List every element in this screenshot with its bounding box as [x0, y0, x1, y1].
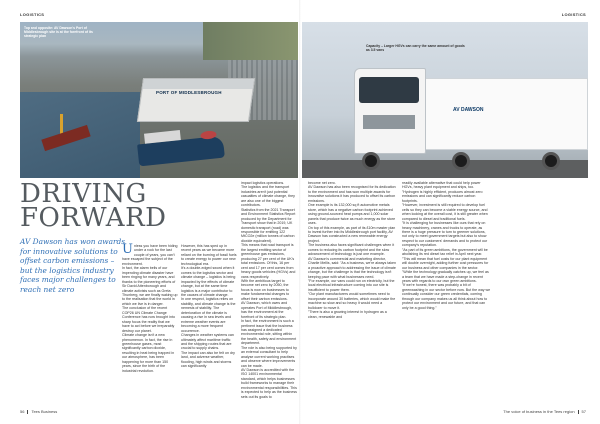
- body-paragraph: AV Dawson is accredited with the ISO 14001 environmental standard, which helps businesses build frameworks to manage their environmental responsibilities. This is expected to help as the business sets out its goals to: [241, 368, 297, 399]
- body-paragraph: "If we're honest, there was probably a bit of greenwashing in our sector before now. But the way we continually consider our green credentials, coming through our company makes us all think about how to protect our environment and our future, and that can only be a good thing.": [402, 283, 491, 310]
- body-paragraph: In one respect, logistics relies on stability, and climate change is the nemesis of stability. The deterioration of the climate is causing a rise in sea levels and extreme weather events are becoming a more frequent occurrence.: [181, 297, 236, 333]
- truck-wheel-icon: [452, 152, 470, 170]
- body-paragraph: "It is challenging for businesses like ours that rely on heavy machinery, cranes and trucks to operate, as there is a huge pressure to turn to greener solutions, not only to meet government targets but also to show respect to our customers' demands and to protect our company's reputation.: [402, 221, 488, 248]
- body-paragraph: "Our plant manufacturers would sometimes need to incorporate around 30 batteries, which would make the machine so slow and so heavy it would need a bulldozer to move it.: [308, 292, 396, 310]
- page-gutter: [299, 0, 301, 424]
- page-number-left: 56: [20, 409, 25, 414]
- body-column-1: [122, 244, 178, 373]
- body-paragraph: The role is also being supported by an external consultant to help analyse current working practises and observe where improvements can be made.: [241, 345, 297, 368]
- photo-fields: [203, 22, 298, 60]
- body-paragraph: The business also faces significant challenges when it comes to reducing its carbon footprint and the slow advancement of technology is just one example.: [308, 243, 395, 257]
- drop-cap: U: [122, 242, 133, 257]
- body-paragraph: "There is also a growing interest in hydrogen as a clean, renewable and: [308, 310, 387, 319]
- body-paragraph: This means that road transport is the largest emitting sector of greenhouse gas emissions, producing 27 per cent of the UK's total emissions. Of this, 16 per cent and 17 per cent comes from heavy goods vehicles (HGVs) and vans respectively.: [241, 243, 296, 279]
- body-column-3: [241, 181, 297, 399]
- footer-left: [20, 409, 57, 414]
- body-column-4: [308, 181, 397, 319]
- footer-publication: Tees Business: [31, 409, 58, 414]
- headline-line-2: FORWARD: [20, 203, 167, 233]
- body-column-2: [181, 244, 237, 369]
- body-paragraph: "For example, our vans could run on electricity, but the local electrical infrastructure coming into our site is insufficient to power them.: [308, 278, 395, 292]
- body-paragraph: "While the technology gradually catches up, we feel as a team that we have made a step-change in recent years with regards to our own green ambitions.: [402, 270, 489, 283]
- body-paragraph: impact logistics operations.: [241, 181, 285, 185]
- body-paragraph: readily available alternative that could help power HGVs, heavy plant equipment and ships, too.: [402, 181, 481, 190]
- section-tag-left: LOGISTICS: [20, 12, 45, 17]
- section-tag-right: LOGISTICS: [561, 12, 586, 17]
- port-aerial-photo: [20, 22, 298, 178]
- truck-wheel-icon: [362, 152, 380, 170]
- page-number-right: 57: [581, 409, 586, 414]
- footer-right: [503, 409, 586, 414]
- photo-ship: [137, 136, 225, 167]
- body-paragraph: "This will mean that fuel costs for our plant equipment will double overnight, adding further cost pressures for our business and other companies in the sector.: [402, 256, 489, 270]
- photo-caption-right: Capacity – Larger HGVs can carry the same amount of goods as 3.5 vans: [366, 44, 465, 53]
- body-paragraph: "However, investment is still required to develop fuel cells so they can become a viable energy source, and when looking at the overall cost, it is still greater when compared to diesel and traditional fuels.: [402, 203, 488, 221]
- body-paragraph: AV Dawson, which owns and operates Port of Middlesbrough, has the environment at the forefront of its strategic plan.: [241, 301, 293, 319]
- body-paragraph: The logistics and the transport industries aren't just potential casualties of climate change, they are also one of the biggest contributors.: [241, 185, 295, 208]
- body-paragraph: "Hydrogen is highly efficient, produces almost zero emissions and can significantly reduce carbon footprints.: [402, 189, 483, 203]
- body-paragraph: In fact, the environment is such a pertinent issue that the business has assigned a dedicated environmental role, sitting within the health, safety and environment department.: [241, 319, 297, 346]
- body-paragraph: AV Dawson has also been recognised for its dedication to the environment and has won multiple awards for innovative solutions it has produced to offset its carbon emissions.: [308, 185, 396, 203]
- photo-trailer: [422, 78, 588, 150]
- warehouse-sign: PORT OF MIDDLESBROUGH: [156, 90, 222, 95]
- body-paragraph: Unless you have been hiding under a rock for the last couple of years, you can't have escaped the subject of the environment.: [122, 242, 178, 266]
- body-paragraph: In fact, the alarm bells of our impending climate disaster have been ringing for many years, and thanks to the pioneering efforts of Sir David Attenborough and climate activists such as Greta Thunberg, we are finally waking up to the realisation that the world in which we live is in danger.: [122, 266, 178, 306]
- body-paragraph: On top of this example, as part of its £10m master plan to invest further into its Middlesbrough port facility, AV Dawson has constructed a new renewable energy project.: [308, 225, 396, 243]
- footer-tagline: The voice of business in the Tees region: [503, 409, 575, 414]
- photo-truck-cab: [354, 68, 426, 154]
- pull-quote: AV Dawson has won awards for innovative solutions to offset carbon emissions – but the logistics industry faces major challenges to reach net zero: [20, 237, 126, 294]
- body-column-5: [402, 181, 491, 310]
- body-paragraph: The impact can also be felt on dry land, and adverse weather, flooding, high winds and storms can significantly: [181, 350, 235, 369]
- truck-wheel-icon: [542, 152, 560, 170]
- body-paragraph: With the ambitious target to become net zero by 2050, the focus is now on businesses to make fundamental changes to offset their carbon emissions.: [241, 278, 290, 301]
- body-paragraph: become net zero.: [308, 181, 336, 185]
- photo-warehouse: [137, 78, 255, 122]
- body-paragraph: AV Dawson's commercial and marketing director, Charlie Mellis, said: "As a business, we're always taken a proactive approach to addressing the issue of climate change, but the challenge is that the technology isn't keeping pace with what businesses need.: [308, 256, 397, 279]
- body-paragraph: Climate change isn't a new phenomenon. In fact, the rise in greenhouse gases, most significantly carbon dioxide, resulting in heat being trapped in our atmosphere, has been happening for more than 150 years, since the birth of the industrial revolution.: [122, 333, 175, 373]
- headline-line-1: DRIVING: [20, 179, 147, 209]
- trailer-logo: AV DAWSON: [453, 107, 484, 113]
- body-paragraph: "As part of its green ambitions, the government will be abolishing its red diesel tax relief in April next year.: [402, 247, 488, 257]
- headline: [20, 179, 180, 233]
- body-paragraph: Changes in weather systems can ultimately affect maritime traffic and the shipping routes that are crucial to supply chains.: [181, 333, 234, 351]
- body-paragraph: Statistics from the 2021 Transport and Environment Statistics Report produced by the Department for Transport show that in 2019, UK domestic transport (road) was responsible for emitting 122 MtCO2e (million tonnes of carbon dioxide equivalent).: [241, 207, 296, 243]
- photo-caption-left: Top and opposite: AV Dawson's Port of Middlesbrough site is at the forefront of its strategic plan: [24, 26, 93, 39]
- truck-photo: [302, 22, 588, 178]
- body-paragraph: It's a double-edged sword when it comes to the logistics sector and climate change – logistics is being impacted by the effects of climate change, but at the same time logistics is a major contributor to the causes of climate change.: [181, 266, 236, 297]
- body-paragraph: However, this has sped up in recent years as we became more reliant on the burning of fossil fuels to create energy to power our new technological era.: [181, 244, 237, 266]
- body-paragraph: One example is its 132,000 sq ft automotive metals store, which has a negative carbon footprint achieved using ground-sourced heat pumps and 1,000 solar panels that produce twice as much energy as the store uses.: [308, 203, 396, 226]
- body-paragraph: The conclusion of the recent COP26 UN Climate Change Conference has now brought into sharp focus the reality that we have to act before we irreparably destroy our planet.: [122, 306, 175, 333]
